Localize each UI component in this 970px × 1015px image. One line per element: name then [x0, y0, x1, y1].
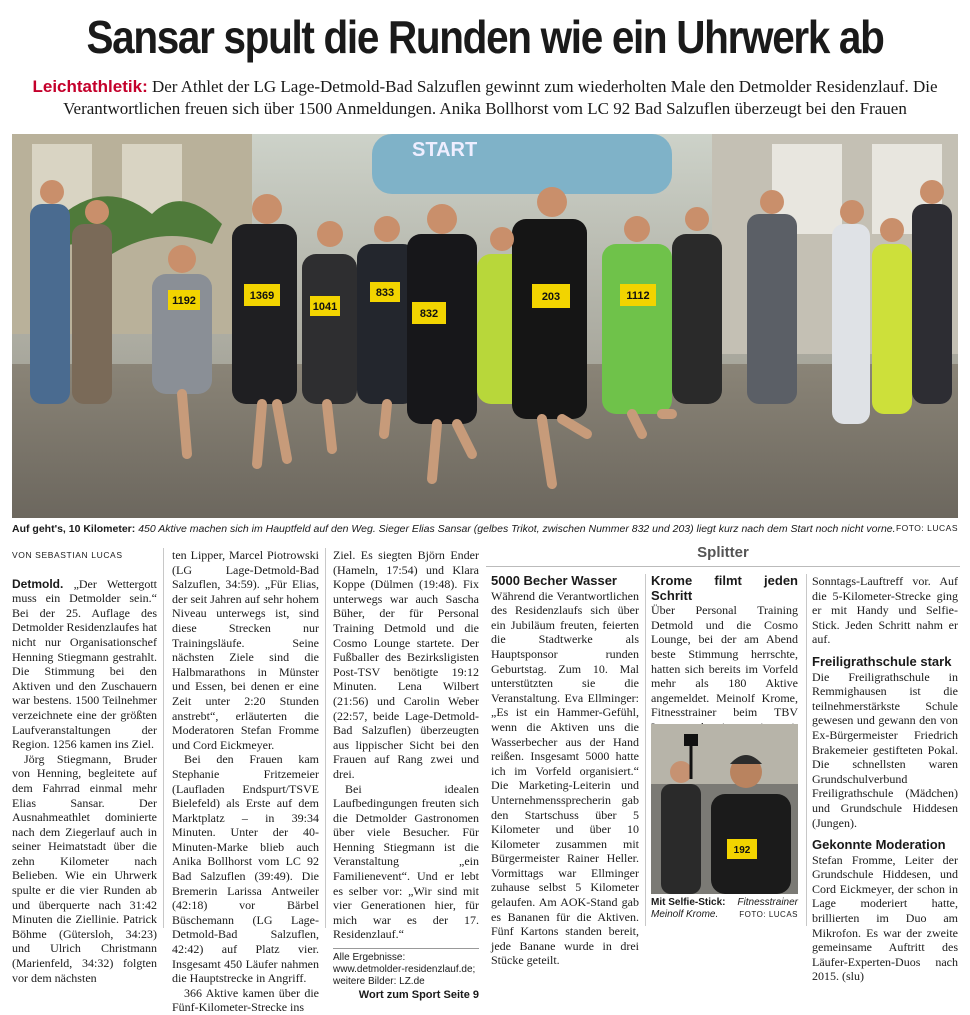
bib-number: 1369 — [249, 290, 275, 302]
selfie-caption-lead: Mit Selfie-Stick: — [651, 897, 726, 908]
splitter-heading: Freiligrathschule stark — [812, 653, 952, 669]
byline: VON SEBASTIAN LUCAS — [12, 550, 123, 560]
splitter-heading: Gekonnte Moderation — [812, 837, 946, 853]
article-column-3 — [333, 548, 479, 1003]
article-paragraph: Bei idealen Laufbedingungen freuten sich die Detmolder Gastronomen über viele Besucher. Für Henning Stiegmann ist die Veranstaltung „ein Familienevent“. Und er lebt es selber vor: „Wir sind mit vier Generationen hier, für mich war es der 17. Residenzlauf.“ — [333, 781, 479, 942]
dateline: Detmold. — [12, 576, 64, 591]
photo-caption — [12, 523, 958, 535]
article-paragraph: 366 Aktive kamen über die Fünf-Kilometer-Strecke ins — [172, 985, 319, 1015]
column-divider — [806, 574, 807, 926]
caption-text: 450 Aktive machen sich im Hauptfeld auf den Weg. Sieger Elias Sansar (gelbes Trikot, zwischen Nummer 832 und 203) liegt kurz nach dem Start noch nicht vorne. — [138, 523, 896, 535]
article-paragraph: Bei den Frauen kam Stephanie Fritzemeier (Laufladen Endspurt/TSVE Bielefeld) als Erste auf dem Marktplatz – in 39:34 Minuten. Unter der 40-Minuten-Marke blieb auch Anika Bollhorst vom LC 92 Bad Salzuflen (39:49). Die Bremerin Larissa Antweiler (42:18) vor Bärbel Büschemann (LG Lage-Detmold-Bad Salzuflen, 42:42) auf Platz vier. Insgesamt 450 Läufer nahmen die Hauptstrecke in Angriff. — [172, 752, 319, 986]
splitter-heading: Krome filmt jeden Schritt — [651, 573, 798, 603]
selfie-caption-role: Fitnesstrainer — [737, 897, 798, 908]
splitter-column-1 — [491, 574, 639, 968]
start-banner-text: START — [412, 139, 478, 161]
splitter-heading: 5000 Becher Wasser — [491, 573, 617, 588]
selfie-caption-name: Meinolf Krome. — [651, 909, 719, 920]
article-paragraph: Ziel. Es siegten Björn Ender (Hameln, 17:54) und Klara Koppe (Dülmen (19:48). Fix unterwegs war auch Sascha Büher, der für Personal Training Detmold und die Cosmo Lounge startete. Der Fußballer des Bezirksligisten Post-TSV benötigte 19:12 Minuten. Lena Wilbert (21:56) und Carolin Weber (22:57, beide Lage-Detmold-Bad Salzuflen) überzeugten aus lippischer Sicht bei den Frauen auf Rang zwei und drei. — [333, 548, 479, 781]
selfie-photo — [651, 724, 798, 894]
main-photo — [12, 134, 958, 518]
article-paragraph: ten Lipper, Marcel Piotrowski (LG Lage-Detmold-Bad Salzuflen, 34:59). „Für Elias, der seit Jahren auf sehr hohem Niveau unterwegs ist, sind diese Strecken nur Trainingsläufe. Seine nächsten Ziele sind die Halbmarathons in Münster und Essen, bei denen er eine Zeit unter 2:20 Stunden anstrebt“, erläuterten die Moderatoren Stefan Fromme und Cord Eickmeyer. — [172, 548, 319, 752]
bib-number: 1192 — [172, 295, 196, 307]
kicker: Leichtathletik: — [32, 77, 148, 96]
bib-number: 832 — [419, 308, 439, 320]
article-column-1 — [12, 548, 157, 985]
results-box — [333, 948, 479, 1003]
bib-number: 1112 — [626, 290, 650, 302]
column-divider — [645, 574, 646, 926]
caption-lead: Auf geht's, 10 Kilometer: — [12, 523, 136, 535]
splitter-text: Während die Verantwortlichen des Residenzlaufs sich über ein Jubiläum freuten, feierten die Stadtwerke als Hauptsponsor runden Geburtstag. Zum 10. Mal unterstützten sie die Veranstaltung. Eva Ellminger: „Es ist ein Hammer-Gefühl, wenn die Aktiven uns die Wasserbecher aus der Hand reißen. Insgesamt 5000 hatte ich im Vorfeld organisiert.“ Die Marketing-Leiterin und Unternehmenssprecherin gab den Startschuss über 5 Kilometer und über 10 Kilometer zusammen mit Bürgermeister Rainer Heller. Vormittags war Ellminger zuhause selbst 5 Kilometer gelaufen. Am AOK-Stand gab es Bananen für die Aktiven. Fünf Kartons standen bereit, jede Banane wurde in drei Stücke geteilt. — [491, 588, 639, 968]
column-divider — [325, 548, 326, 928]
column-divider — [163, 548, 164, 928]
photo-credit: FOTO: LUCAS — [895, 523, 958, 533]
article-paragraph: Jörg Stiegmann, Bruder von Henning, begleitete auf dem Fahrrad einmal mehr Elias Sansar. Der Ausnahmeathlet dominierte nach dem Ziegerlauf auch in seiner Heimatstadt über die zehn Kilometer nach Belieben. Wie ein Uhrwerk spulte er die vier Runden ab und überquerte nach 31:42 Minuten die Ziellinie. Patrick Böhme (Gütersloh, 34:23) und Ulrich Christmann (Marienfeld, 34:32) folgten vor dem nächsten — [12, 751, 157, 985]
selfie-photo-illustration — [651, 724, 798, 894]
splitter-column-2 — [651, 574, 798, 749]
splitter-text: Sonntags-Lauftreff vor. Auf die 5-Kilometer-Strecke ging er mit Handy und Selfie-Stick. Jeden Schritt nahm er auf. — [812, 574, 958, 647]
splitter-text: Stefan Fromme, Leiter der Grundschule Hiddesen, und Cord Eickmeyer, der schon in Lage moderiert hatte, brillierten im Duo am Mikrofon. Es war der zweite gemeinsame Auftritt des Läufer-Experten-Duos nach 2015. (slu) — [812, 852, 958, 984]
results-link-text[interactable]: Alle Ergebnisse: www.detmolder-residenzlauf.de; weitere Bilder: LZ.de — [333, 952, 476, 988]
selfie-bib-number: 192 — [733, 845, 751, 856]
splitter-title: Splitter — [697, 544, 749, 561]
subheadline — [10, 76, 960, 120]
splitter-text: Über Personal Training Detmold und die Cosmo Lounge, bei der am Abend beste Stimmung herrschte, hatten sich bereits im Vorfeld mehr als 180 Aktive angemeldet. Meinolf Krome, Fitnesstrainer beim TBV — [651, 603, 798, 720]
splitter-column-3 — [812, 574, 958, 984]
page-reference: Wort zum Sport Seite 9 — [358, 989, 479, 1002]
bib-number: 203 — [541, 291, 561, 303]
bib-number: 1041 — [312, 301, 338, 313]
article-paragraph: Detmold. „Der Wettergott muss ein Detmolder sein.“ Bei der 25. Auflage des Detmolder Residenzlaufes hat nicht nur Organisationschef Henning Stiegmann gestrahlt. Die Stimmung bei den Aktiven und den Zuschauern war bestens. 1500 Teilnehmer verzeichnete eine der größten Laufveranstaltungen der Region. 1256 kamen ins Ziel. — [12, 576, 158, 752]
race-photo-illustration — [12, 134, 958, 518]
subhead-text: Der Athlet der LG Lage-Detmold-Bad Salzuflen gewinnt zum wiederholten Male den Detmolder Residenzlauf. Die Verantwortlichen freuen sich über 1500 Anmeldungen. Anika Bollhorst vom LC 92 Bad Salzuflen überzeugt bei den Frauen — [63, 77, 938, 118]
selfie-caption — [651, 897, 798, 921]
splitter-text: Die Freiligrathschule in Remmighausen ist die teilnehmerstärkste Schule gewesen und gewann den von Ex-Bürgermeister Friedrich Brakemeier gestifteten Pokal. Die schnellsten waren Grundschulverbund Freiligrathschule (Mädchen) und Grundschule Hiddesen (Jungen). — [812, 669, 958, 830]
splitter-rule — [486, 566, 960, 567]
headline: Sansar spult die Runden wie ein Uhrwerk ab — [86, 11, 884, 63]
article-column-2 — [172, 548, 319, 1015]
bib-number: 833 — [375, 287, 395, 299]
selfie-credit: FOTO: LUCAS — [739, 910, 798, 919]
